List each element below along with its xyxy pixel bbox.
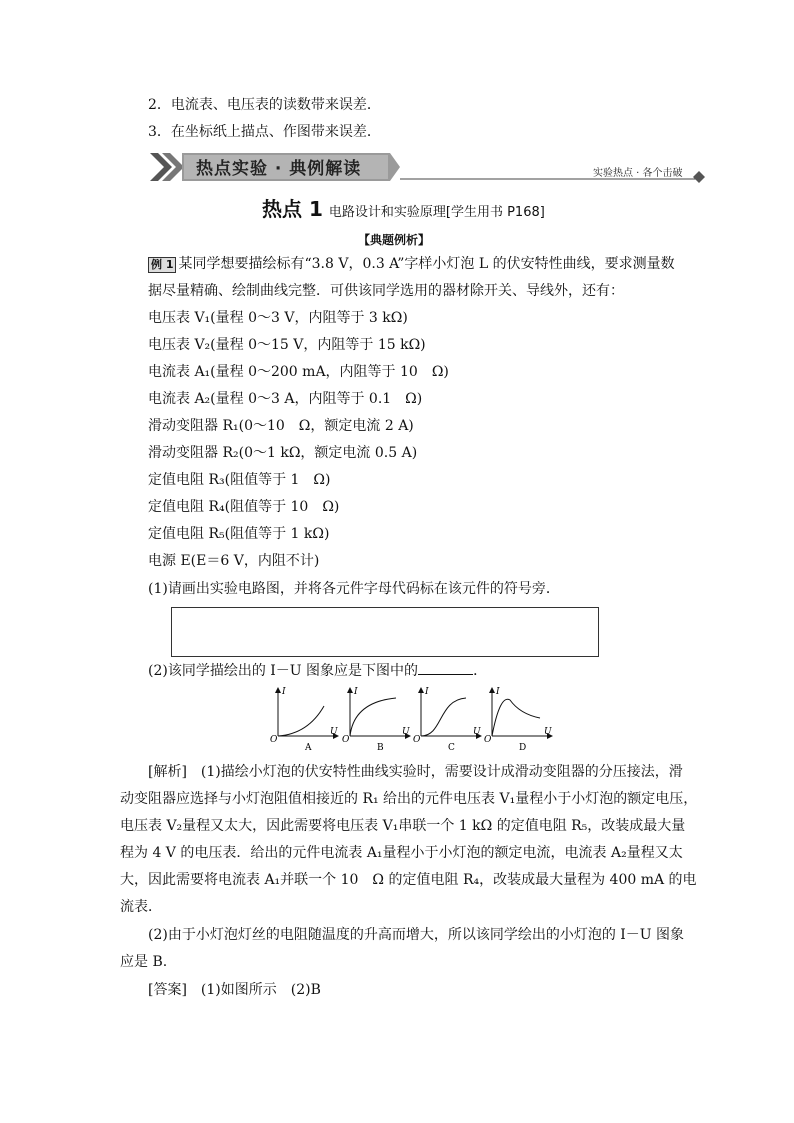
equipment-item: 定值电阻 R₃(阻值等于 1 Ω) bbox=[148, 472, 331, 488]
origin-label: O bbox=[342, 735, 350, 745]
equipment-item: 定值电阻 R₄(阻值等于 10 Ω) bbox=[148, 499, 340, 515]
equipment-item: 定值电阻 R₅(阻值等于 1 kΩ) bbox=[148, 526, 330, 542]
question-2-text: (2)该同学描绘出的 I－U 图象应是下图中的 bbox=[148, 663, 419, 679]
origin-label: O bbox=[484, 735, 492, 745]
graph-caption-c: C bbox=[448, 743, 455, 753]
question-1: (1)请画出实验电路图，并将各元件字母代码标在该元件的符号旁． bbox=[148, 581, 560, 597]
analysis-line: 流表． bbox=[120, 899, 162, 915]
answer-blank bbox=[418, 660, 473, 675]
equipment-item: 电压表 V₂(量程 0～15 V，内阻等于 15 kΩ) bbox=[148, 337, 426, 353]
example-text-1: 某同学想要描绘标有“3.8 V，0.3 A”字样小灯泡 L 的伏安特性曲线，要求测量数 bbox=[178, 256, 675, 272]
graph-caption-b: B bbox=[377, 743, 384, 753]
origin-label: O bbox=[270, 735, 278, 745]
equipment-item: 电压表 V₁(量程 0～3 V，内阻等于 3 kΩ) bbox=[148, 310, 408, 326]
question-2-end: ． bbox=[473, 663, 488, 679]
graph-caption-d: D bbox=[519, 743, 527, 753]
axis-label-u: U bbox=[402, 727, 410, 737]
heading-label: 热点 1 bbox=[262, 197, 323, 221]
axis-label-u: U bbox=[544, 727, 552, 737]
answer-line: [答案] (1)如图所示 (2)B bbox=[148, 982, 321, 998]
example-line-1 bbox=[148, 255, 675, 273]
banner-right-text: 实验热点 · 各个击破 bbox=[593, 168, 683, 179]
analysis-line: 程为 4 V 的电压表．给出的元件电流表 A₁量程小于小灯泡的额定电流，电流表 A₂量程又太 bbox=[120, 845, 683, 861]
graph-c bbox=[421, 690, 479, 736]
equipment-item: 滑动变阻器 R₁(0～10 Ω，额定电流 2 A) bbox=[148, 418, 414, 434]
question-2 bbox=[148, 660, 487, 680]
analysis-line: 动变阻器应选择与小灯泡阻值相接近的 R₁ 给出的元件电压表 V₁量程小于小灯泡的额定电压， bbox=[120, 791, 698, 807]
intro-line-2: 2．电流表、电压表的读数带来误差． bbox=[148, 97, 381, 113]
heading-subtitle: 电路设计和实验原理[学生用书 P168] bbox=[328, 205, 545, 220]
example-badge: 例 1 bbox=[148, 257, 176, 273]
circuit-answer-box bbox=[171, 607, 599, 657]
hotspot-heading bbox=[262, 193, 545, 222]
equipment-item: 滑动变阻器 R₂(0～1 kΩ，额定电流 0.5 A) bbox=[148, 445, 418, 461]
origin-label: O bbox=[413, 735, 421, 745]
iu-graph-options bbox=[268, 684, 558, 754]
graph-d bbox=[492, 690, 550, 736]
analysis-line: 应是 B. bbox=[120, 954, 168, 970]
section-tag: 【典题例析】 bbox=[358, 233, 431, 247]
graph-a bbox=[278, 690, 336, 736]
analysis-line: (2)由于小灯泡灯丝的电阻随温度的升高而增大，所以该同学绘出的小灯泡的 I－U 图象 bbox=[148, 927, 685, 943]
banner-title: 热点实验 · 典例解读 bbox=[196, 159, 362, 179]
graph-b bbox=[350, 690, 408, 736]
axis-label-u: U bbox=[330, 727, 338, 737]
equipment-item: 电源 E(E＝6 V，内阻不计) bbox=[148, 553, 320, 569]
example-line-2: 据尽量精确、绘制曲线完整．可供该同学选用的器材除开关、导线外，还有： bbox=[148, 283, 624, 299]
intro-line-3: 3．在坐标纸上描点、作图带来误差． bbox=[148, 124, 381, 140]
axis-label-i: I bbox=[496, 687, 500, 697]
equipment-item: 电流表 A₁(量程 0～200 mA，内阻等于 10 Ω) bbox=[148, 364, 449, 380]
axis-label-i: I bbox=[425, 687, 429, 697]
graph-caption-a: A bbox=[305, 743, 312, 753]
analysis-line: [解析] (1)描绘小灯泡的伏安特性曲线实验时，需要设计成滑动变阻器的分压接法，滑 bbox=[148, 764, 683, 780]
analysis-line: 电压表 V₂量程又太大，因此需要将电压表 V₁串联一个 1 kΩ 的定值电阻 R₅，改装成最大量 bbox=[120, 818, 686, 834]
axis-label-u: U bbox=[473, 727, 481, 737]
axis-label-i: I bbox=[282, 687, 286, 697]
equipment-item: 电流表 A₂(量程 0～3 A，内阻等于 0.1 Ω) bbox=[148, 391, 423, 407]
axis-label-i: I bbox=[354, 687, 358, 697]
analysis-line: 大，因此需要将电流表 A₁并联一个 10 Ω 的定值电阻 R₄，改装成最大量程为 400 mA 的电 bbox=[120, 872, 697, 888]
